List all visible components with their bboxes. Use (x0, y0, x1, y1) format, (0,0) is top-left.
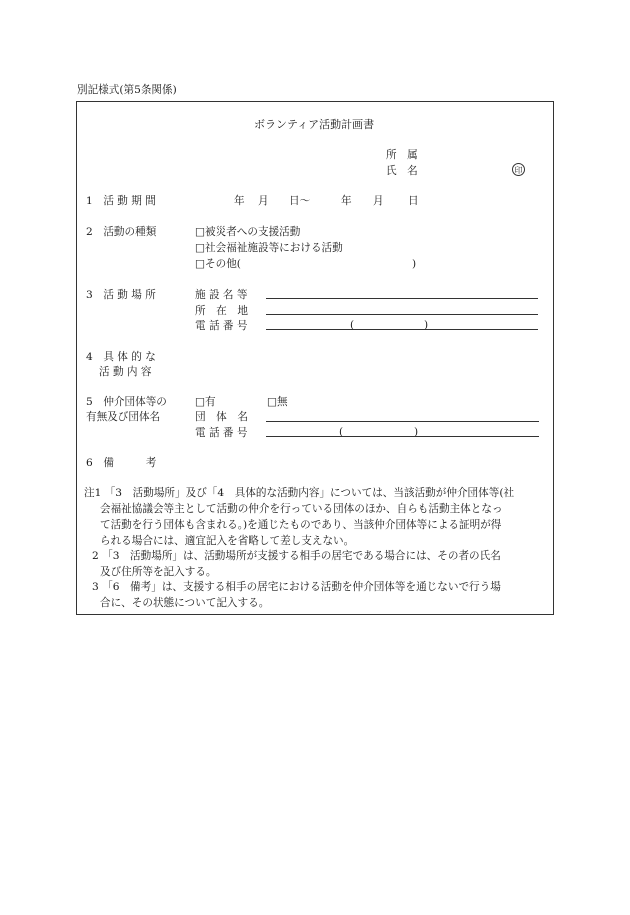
option-other[interactable]: □その他( (195, 258, 241, 270)
phone-paren-open: ( (350, 319, 355, 331)
date-day-start[interactable]: 日～ (289, 195, 311, 207)
phone-paren-close: ) (424, 319, 429, 331)
activity-period-label: 1 活 動 期 間 (86, 195, 156, 207)
note-line: て活動を行う団体も含まれる。)を通じたものであり、当該仲介団体等による証明が得 (100, 519, 502, 531)
seal-icon: 印 (512, 163, 525, 176)
facility-name-field[interactable] (266, 298, 538, 299)
note-line: 3 「6 備考」は、支援する相手の居宅における活動を仲介団体等を通じないで行う場 (92, 581, 501, 593)
date-month-start[interactable]: 月 (258, 195, 269, 207)
note-line: られる場合には、適宜記入を省略して差し支えない。 (100, 535, 355, 547)
activity-type-label: 2 活動の種類 (86, 226, 157, 238)
phone-label: 電 話 番 号 (195, 320, 248, 332)
form-header-label: 別記様式(第5条関係) (77, 84, 177, 96)
group-name-label: 団 体 名 (195, 411, 248, 423)
option-disaster-support[interactable]: □被災者への支援活動 (195, 226, 301, 238)
option-other-close-paren: ) (412, 258, 417, 270)
note-line: 会福祉協議会等主として活動の仲介を行っている団体のほか、自らも活動主体となっ (100, 503, 503, 515)
affiliation-label: 所 属 (386, 149, 418, 161)
address-label: 所 在 地 (195, 305, 248, 317)
date-day-end[interactable]: 日 (408, 195, 419, 207)
group-phone-paren-close: ) (414, 426, 419, 438)
note-line: 合に、その状態について記入する。 (100, 597, 270, 609)
remarks-label: 6 備 考 (86, 457, 157, 469)
activity-place-label: 3 活 動 場 所 (86, 289, 156, 301)
phone-field[interactable] (266, 329, 538, 330)
group-phone-label: 電 話 番 号 (195, 427, 248, 439)
intermediary-label-line2: 有無及び団体名 (86, 411, 161, 423)
intermediary-label-line1: 5 仲介団体等の (86, 396, 167, 408)
name-label: 氏 名 (386, 165, 418, 177)
activity-details-label-line2: 活 動 内 容 (99, 366, 152, 378)
note-line: 2 「3 活動場所」は、活動場所が支援する相手の居宅である場合には、その者の氏名 (92, 550, 501, 562)
note-line: 注1 「3 活動場所」及び「4 具体的な活動内容」については、当該活動が仲介団体等(社 (84, 487, 515, 499)
group-phone-paren-open: ( (339, 426, 344, 438)
group-name-field[interactable] (266, 421, 539, 422)
note-line: 及び住所等を記入する。 (100, 566, 217, 578)
form-title: ボランティア活動計画書 (254, 118, 375, 131)
option-welfare-facility[interactable]: □社会福祉施設等における活動 (195, 242, 343, 254)
address-field[interactable] (266, 314, 538, 315)
date-month-end[interactable]: 月 (373, 195, 384, 207)
date-year-end[interactable]: 年 (341, 195, 352, 207)
date-year-start[interactable]: 年 (234, 195, 245, 207)
facility-name-label: 施 設 名 等 (195, 289, 248, 301)
intermediary-no-checkbox[interactable]: □無 (267, 396, 288, 408)
intermediary-yes-checkbox[interactable]: □有 (195, 396, 216, 408)
activity-details-label-line1: 4 具 体 的 な (86, 351, 156, 363)
group-phone-field[interactable] (266, 436, 539, 437)
